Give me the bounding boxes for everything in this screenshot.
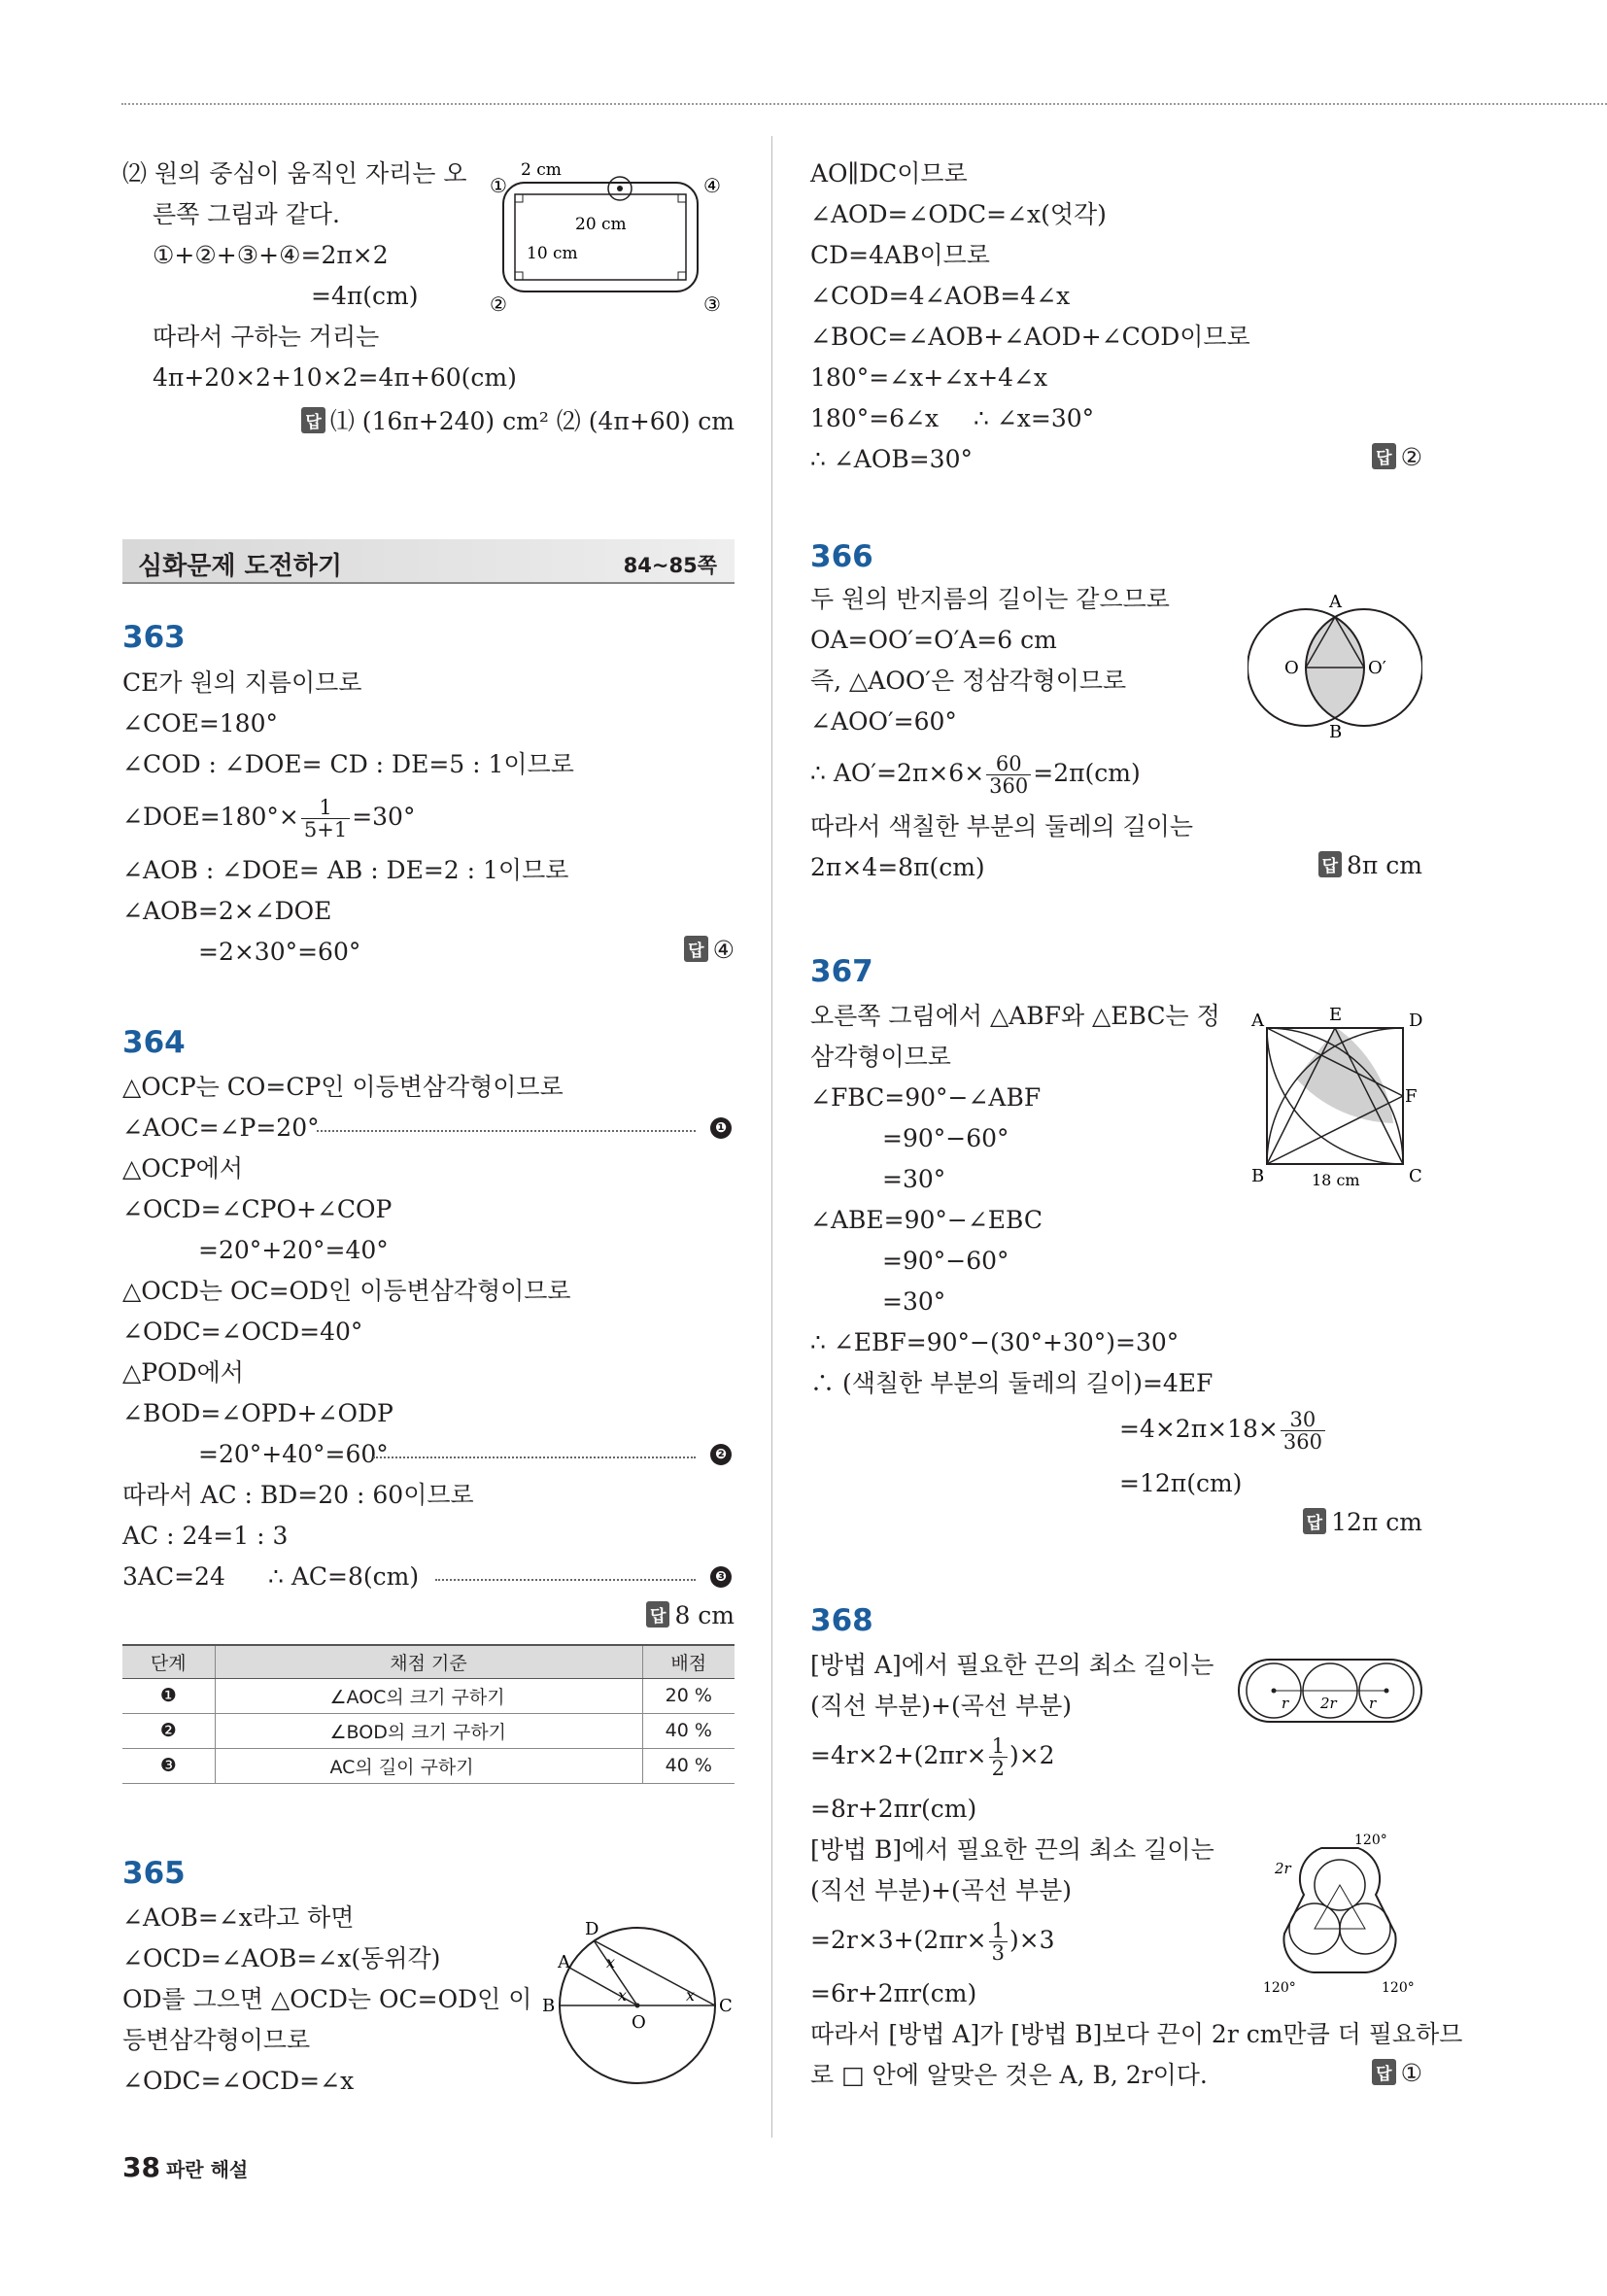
point-B: B bbox=[1251, 1166, 1265, 1186]
table-header: 단계 bbox=[122, 1645, 215, 1678]
text-line: (직선 부분)+(곡선 부분) bbox=[810, 1876, 1073, 1904]
diameter-label: 2r bbox=[1275, 1860, 1291, 1877]
formula-line bbox=[810, 753, 1141, 805]
page-footer bbox=[122, 2151, 248, 2183]
text-line: ∠COE=180° bbox=[122, 709, 278, 737]
text-line: [방법 B]에서 필요한 끈의 최소 길이는 bbox=[810, 1835, 1214, 1864]
text-line: CE가 원의 지름이므로 bbox=[122, 668, 362, 697]
answer-tag: 답 bbox=[1372, 2059, 1395, 2085]
text-line: △OCP에서 bbox=[122, 1154, 243, 1182]
denominator: 360 bbox=[989, 774, 1029, 798]
answer-tag: 답 bbox=[1372, 443, 1395, 469]
text-part: =2π(cm) bbox=[1033, 759, 1141, 787]
denominator: 360 bbox=[1282, 1430, 1322, 1454]
angle-120: 120° bbox=[1354, 1833, 1387, 1848]
answer-text: ① bbox=[1400, 2059, 1422, 2087]
table-cell: ❷ bbox=[122, 1713, 215, 1748]
answer-366 bbox=[1318, 851, 1422, 879]
text-line: 180°=∠x+∠x+4∠x bbox=[810, 363, 1048, 392]
text-part: =4×2π×18× bbox=[1119, 1415, 1279, 1443]
figure-rounded-path bbox=[482, 155, 735, 330]
text-line: 따라서 [방법 A]가 [방법 B]보다 끈이 2r cm만큼 더 필요하므 bbox=[810, 2020, 1463, 2048]
answer-362 bbox=[301, 402, 735, 437]
text-line: 오른쪽 그림에서 △ABF와 △EBC는 정 bbox=[810, 1002, 1220, 1030]
radius-label: 2 cm bbox=[521, 160, 562, 180]
answer-text: 8 cm bbox=[674, 1601, 735, 1629]
answer-text: ⑴ (16π+240) cm² ⑵ (4π+60) cm bbox=[329, 407, 735, 435]
problem-number: 364 bbox=[122, 1025, 186, 1060]
text-line: ∠AOC=∠P=20° bbox=[122, 1114, 320, 1142]
point-O: O bbox=[1284, 658, 1299, 678]
text-line: ∠FBC=90°−∠ABF bbox=[810, 1083, 1042, 1112]
table-cell: ❶ bbox=[122, 1678, 215, 1713]
text-line: CD=4AB이므로 bbox=[810, 241, 990, 269]
point-D: D bbox=[1409, 1011, 1423, 1031]
formula-line bbox=[810, 1920, 1055, 1970]
text-part: =30° bbox=[352, 803, 416, 831]
text-line: 3AC=24 bbox=[122, 1562, 225, 1591]
figure-circle-365 bbox=[540, 1900, 735, 2104]
text-line: ∠BOD=∠OPD+∠ODP bbox=[122, 1399, 393, 1427]
text-part: =2r×3+(2πr× bbox=[810, 1926, 987, 1954]
table-cell: 40 % bbox=[642, 1748, 735, 1783]
problem-number: 366 bbox=[810, 539, 873, 574]
text-line: 따라서 색칠한 부분의 둘레의 길이는 bbox=[810, 812, 1194, 840]
text-line: ∠ODC=∠OCD=40° bbox=[122, 1318, 363, 1346]
fraction bbox=[986, 753, 1031, 797]
text-line: ∴ ∠x=30° bbox=[974, 404, 1095, 432]
text-line: ∠OCD=∠CPO+∠COP bbox=[122, 1195, 393, 1223]
height-label: 10 cm bbox=[527, 244, 578, 263]
figure-two-circles bbox=[1248, 588, 1422, 743]
text-line: 4π+20×2+10×2=4π+60(cm) bbox=[153, 363, 517, 392]
text-line: =4π(cm) bbox=[311, 282, 419, 310]
text-line: △OCP는 CO=CP인 이등변삼각형이므로 bbox=[122, 1073, 564, 1101]
top-dotted-rule bbox=[121, 103, 1607, 105]
fraction bbox=[989, 1920, 1008, 1964]
text-line: =30° bbox=[882, 1165, 946, 1193]
formula-line bbox=[122, 797, 415, 849]
text-part: )×2 bbox=[1009, 1741, 1055, 1769]
problem-number: 365 bbox=[122, 1856, 186, 1891]
answer-text: 12π cm bbox=[1331, 1508, 1422, 1536]
point-B: B bbox=[1329, 722, 1343, 742]
text-line: 삼각형이므로 bbox=[810, 1043, 951, 1071]
answer-365 bbox=[1372, 443, 1422, 471]
radius-label: r bbox=[1369, 1695, 1377, 1712]
answer-364 bbox=[646, 1601, 735, 1629]
text-line: ∠ODC=∠OCD=∠x bbox=[122, 2067, 355, 2095]
text-line: AO∥DC이므로 bbox=[810, 159, 968, 188]
numerator: 1 bbox=[301, 797, 350, 819]
point-A: A bbox=[1329, 592, 1342, 612]
text-line: OD를 그으면 △OCD는 OC=OD인 이 bbox=[122, 1985, 532, 2013]
table-cell: AC의 길이 구하기 bbox=[215, 1748, 642, 1783]
table-row bbox=[122, 1748, 735, 1783]
text-line: =6r+2πr(cm) bbox=[810, 1979, 977, 2007]
step-marker-3: ❸ bbox=[710, 1566, 732, 1588]
problem-number: 363 bbox=[122, 620, 186, 655]
text-line: =20°+40°=60° bbox=[198, 1440, 389, 1468]
text-line: ∠AOB=∠x라고 하면 bbox=[122, 1903, 355, 1932]
answer-text: ② bbox=[1400, 443, 1422, 471]
dotted-leader bbox=[435, 1579, 696, 1581]
book-title: 파란 해설 bbox=[165, 2158, 249, 2181]
text-line: 른쪽 그림과 같다. bbox=[153, 200, 340, 228]
problem-number: 368 bbox=[810, 1603, 873, 1638]
corner-3-label: ③ bbox=[703, 292, 721, 316]
dotted-leader bbox=[373, 1456, 696, 1458]
denominator: 2 bbox=[991, 1757, 1005, 1780]
text-line: [방법 A]에서 필요한 끈의 최소 길이는 bbox=[810, 1651, 1214, 1679]
text-line: ∴ ∠EBF=90°−(30°+30°)=30° bbox=[810, 1328, 1180, 1356]
text-line: ∠BOC=∠AOB+∠AOD+∠COD이므로 bbox=[810, 323, 1250, 351]
text-line: =90°−60° bbox=[882, 1124, 1009, 1152]
section-title: 심화문제 도전하기 bbox=[138, 552, 342, 581]
diameter-label: 2r bbox=[1320, 1695, 1337, 1712]
numerator: 60 bbox=[986, 753, 1031, 775]
text-line: =8r+2πr(cm) bbox=[810, 1795, 977, 1823]
answer-367 bbox=[1303, 1508, 1422, 1536]
text-line: OA=OO′=O′A=6 cm bbox=[810, 626, 1057, 654]
formula-line bbox=[1119, 1409, 1327, 1461]
point-D: D bbox=[585, 1919, 599, 1939]
text-line: 따라서 AC : BD=20 : 60이므로 bbox=[122, 1481, 474, 1509]
corner-4-label: ④ bbox=[703, 174, 721, 197]
section-pages: 84~85쪽 bbox=[623, 554, 717, 577]
text-line: ∴ AC=8(cm) bbox=[268, 1562, 420, 1591]
denominator: 5+1 bbox=[303, 818, 348, 841]
radius-label: r bbox=[1282, 1695, 1289, 1712]
text-line: ∠AOB : ∠DOE= AB : DE=2 : 1이므로 bbox=[122, 856, 569, 884]
text-line: △POD에서 bbox=[122, 1358, 244, 1387]
step-marker-1: ❶ bbox=[710, 1117, 732, 1139]
text-line: =12π(cm) bbox=[1119, 1469, 1243, 1497]
angle-x: x bbox=[618, 1986, 628, 2005]
text-line: 180°=6∠x bbox=[810, 404, 940, 432]
text-line: ∠ABE=90°−∠EBC bbox=[810, 1206, 1043, 1234]
point-E: E bbox=[1329, 1005, 1343, 1025]
point-F: F bbox=[1405, 1086, 1418, 1107]
text-part: ∠DOE=180°× bbox=[122, 803, 299, 831]
text-line: ∠COD : ∠DOE= CD : DE=5 : 1이므로 bbox=[122, 750, 574, 778]
figure-method-b bbox=[1257, 1827, 1422, 2002]
numerator: 1 bbox=[989, 1735, 1008, 1758]
text-line: ∠COD=4∠AOB=4∠x bbox=[810, 282, 1071, 310]
step-marker-2: ❷ bbox=[710, 1444, 732, 1465]
section-header bbox=[122, 539, 735, 584]
answer-368 bbox=[1372, 2059, 1422, 2087]
formula-line bbox=[810, 1735, 1055, 1786]
corner-1-label: ① bbox=[490, 174, 507, 197]
table-cell: ∠AOC의 크기 구하기 bbox=[215, 1678, 642, 1713]
answer-tag: 답 bbox=[301, 407, 325, 433]
answer-text: 8π cm bbox=[1347, 851, 1422, 879]
text-line: ∠AOO′=60° bbox=[810, 707, 957, 736]
angle-x: x bbox=[606, 1953, 616, 1971]
angle-120: 120° bbox=[1263, 1980, 1296, 1996]
text-line: ∠OCD=∠AOB=∠x(동위각) bbox=[122, 1944, 441, 1972]
text-line: 로 □ 안에 알맞은 것은 A, B, 2r이다. bbox=[810, 2061, 1208, 2089]
corner-2-label: ② bbox=[490, 292, 507, 316]
angle-x: x bbox=[686, 1986, 696, 2005]
text-line: 등변삼각형이므로 bbox=[122, 2026, 311, 2054]
table-header: 배점 bbox=[642, 1645, 735, 1678]
scoring-table bbox=[122, 1644, 735, 1784]
point-O: O bbox=[632, 2012, 646, 2033]
text-line: 2π×4=8π(cm) bbox=[810, 853, 985, 881]
text-line: AC : 24=1 : 3 bbox=[122, 1522, 289, 1550]
point-A: A bbox=[558, 1952, 570, 1972]
figure-square bbox=[1238, 1001, 1432, 1195]
table-header-row bbox=[122, 1645, 735, 1678]
answer-tag: 답 bbox=[684, 936, 707, 962]
text-line: =90°−60° bbox=[882, 1247, 1009, 1275]
angle-120: 120° bbox=[1382, 1980, 1415, 1996]
answer-363 bbox=[684, 936, 735, 964]
fraction bbox=[989, 1735, 1008, 1779]
text-line: 따라서 구하는 거리는 bbox=[153, 323, 380, 351]
problem-number: 367 bbox=[810, 954, 873, 989]
text-line: ⑵ 원의 중심이 움직인 자리는 오 bbox=[122, 159, 467, 188]
text-line: ①+②+③+④=2π×2 bbox=[153, 241, 389, 269]
numerator: 30 bbox=[1281, 1409, 1325, 1431]
text-line: 즉, △AOO′은 정삼각형이므로 bbox=[810, 667, 1127, 695]
fraction bbox=[1281, 1409, 1325, 1453]
answer-tag: 답 bbox=[1318, 851, 1342, 877]
point-C: C bbox=[719, 1996, 733, 2016]
table-row bbox=[122, 1678, 735, 1713]
figure-method-a bbox=[1233, 1652, 1427, 1730]
dotted-leader bbox=[317, 1130, 696, 1132]
table-header: 채점 기준 bbox=[215, 1645, 642, 1678]
numerator: 1 bbox=[989, 1920, 1008, 1942]
table-cell: 40 % bbox=[642, 1713, 735, 1748]
text-line: ∴ (색칠한 부분의 둘레의 길이)=4EF bbox=[810, 1369, 1214, 1397]
text-line: =20°+20°=40° bbox=[198, 1236, 389, 1264]
answer-tag: 답 bbox=[1303, 1508, 1326, 1534]
text-line: △OCD는 OC=OD인 이등변삼각형이므로 bbox=[122, 1277, 571, 1305]
text-line: 두 원의 반지름의 길이는 같으므로 bbox=[810, 585, 1170, 613]
table-cell: 20 % bbox=[642, 1678, 735, 1713]
text-part: =4r×2+(2πr× bbox=[810, 1741, 987, 1769]
text-line: =30° bbox=[882, 1287, 946, 1316]
point-B: B bbox=[542, 1996, 556, 2016]
point-A: A bbox=[1251, 1011, 1264, 1031]
column-divider bbox=[771, 136, 772, 2138]
point-C: C bbox=[1409, 1166, 1422, 1186]
fraction bbox=[301, 797, 350, 840]
point-O-prime: O′ bbox=[1368, 658, 1386, 678]
text-line: (직선 부분)+(곡선 부분) bbox=[810, 1692, 1073, 1720]
width-label: 20 cm bbox=[575, 215, 627, 234]
text-part: )×3 bbox=[1009, 1926, 1055, 1954]
side-label: 18 cm bbox=[1312, 1171, 1360, 1189]
table-row bbox=[122, 1713, 735, 1748]
text-line: ∴ ∠AOB=30° bbox=[810, 445, 973, 473]
denominator: 3 bbox=[991, 1941, 1005, 1965]
text-line: =2×30°=60° bbox=[198, 938, 361, 966]
text-line: ∠AOD=∠ODC=∠x(엇각) bbox=[810, 200, 1107, 228]
table-cell: ∠BOD의 크기 구하기 bbox=[215, 1713, 642, 1748]
text-line: ∠AOB=2×∠DOE bbox=[122, 897, 332, 925]
table-cell: ❸ bbox=[122, 1748, 215, 1783]
answer-text: ④ bbox=[712, 936, 735, 964]
page-number: 38 bbox=[122, 2151, 160, 2183]
answer-tag: 답 bbox=[646, 1601, 669, 1628]
text-part: ∴ AO′=2π×6× bbox=[810, 759, 985, 787]
